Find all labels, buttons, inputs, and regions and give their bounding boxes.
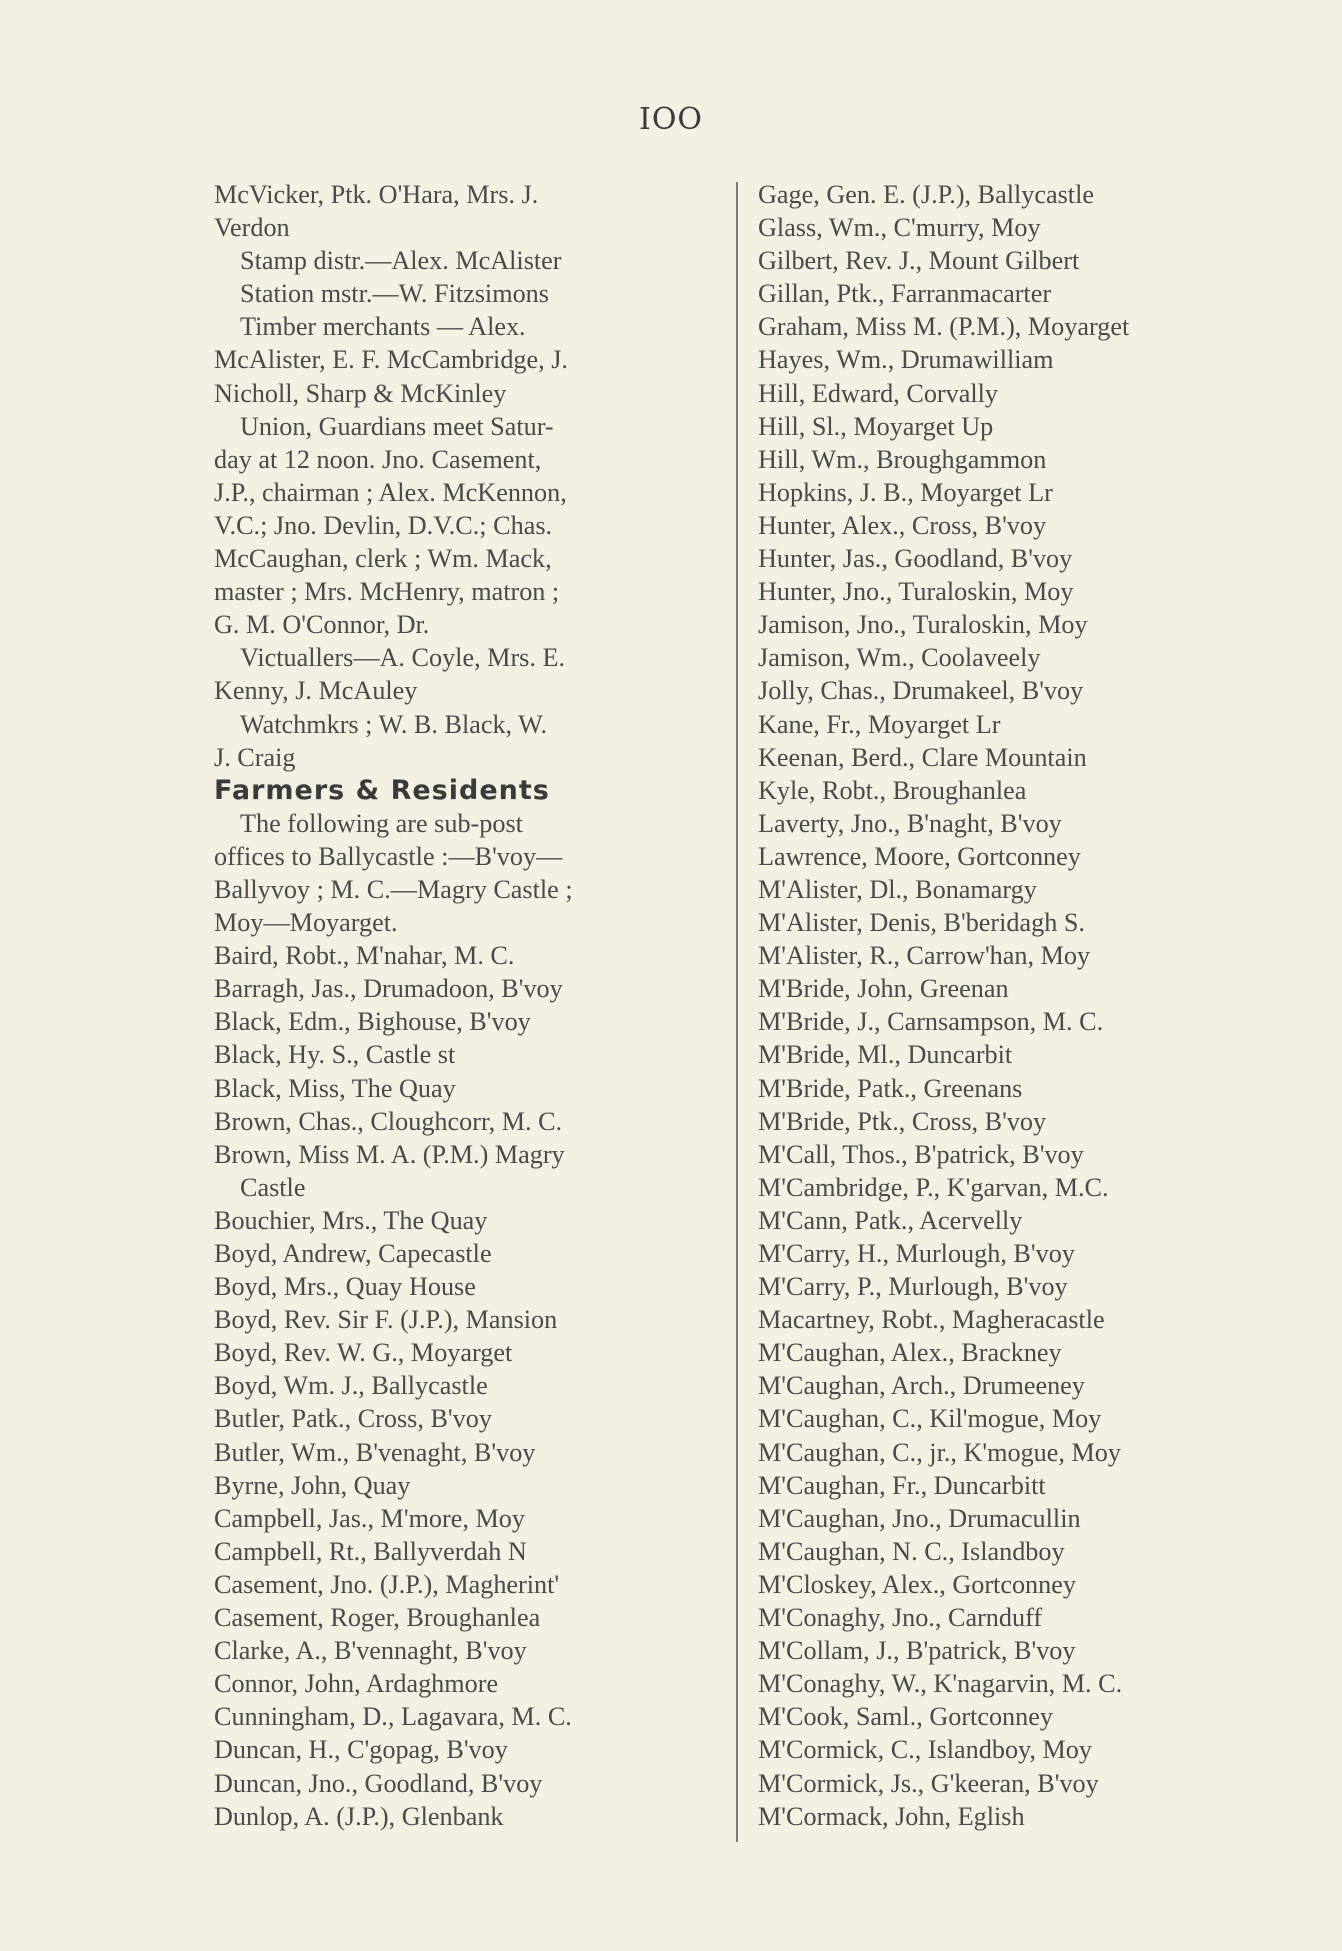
directory-entry: McAlister, E. F. McCambridge, J. (214, 345, 568, 375)
directory-entry: M'Cook, Saml., Gortconney (758, 1702, 1053, 1732)
directory-entry: Castle (240, 1172, 306, 1202)
directory-entry: Brown, Chas., Cloughcorr, M. C. (214, 1106, 563, 1136)
directory-entry: M'Bride, Patk., Greenans (758, 1073, 1023, 1103)
directory-entry: Hill, Edward, Corvally (758, 378, 999, 408)
directory-entry: Butler, Patk., Cross, B'voy (214, 1404, 492, 1434)
directory-entry: Moy—Moyarget. (214, 908, 398, 938)
directory-entry: J. Craig (214, 742, 296, 772)
directory-entry: M'Caughan, C., Kil'mogue, Moy (758, 1404, 1102, 1434)
directory-entry: M'Caughan, Alex., Brackney (758, 1338, 1062, 1368)
directory-entry: M'Bride, John, Greenan (758, 974, 1009, 1004)
directory-entry: Casement, Jno. (J.P.), Magherint' (214, 1569, 560, 1599)
directory-entry: Cunningham, D., Lagavara, M. C. (214, 1702, 572, 1732)
directory-entry: M'Closkey, Alex., Gortconney (758, 1569, 1076, 1599)
section-heading: Farmers & Residents (214, 774, 550, 806)
directory-entry: Boyd, Rev. W. G., Moyarget (214, 1338, 513, 1368)
directory-entry: Union, Guardians meet Satur- (240, 411, 554, 441)
directory-entry: Duncan, H., C'gopag, B'voy (214, 1735, 508, 1765)
directory-entry: M'Carry, P., Murlough, B'voy (758, 1272, 1068, 1302)
directory-entry: M'Call, Thos., B'patrick, B'voy (758, 1139, 1084, 1169)
directory-entry: Hopkins, J. B., Moyarget Lr (758, 477, 1053, 507)
directory-entry: Campbell, Jas., M'more, Moy (214, 1503, 525, 1533)
directory-entry: M'Collam, J., B'patrick, B'voy (758, 1636, 1076, 1666)
directory-entry: Verdon (214, 213, 290, 243)
directory-entry: master ; Mrs. McHenry, matron ; (214, 577, 560, 607)
directory-entry: Ballyvoy ; M. C.—Magry Castle ; (214, 874, 573, 904)
directory-entry: Victuallers—A. Coyle, Mrs. E. (240, 643, 565, 673)
directory-entry: Jamison, Wm., Coolaveely (758, 643, 1041, 673)
directory-entry: M'Cormick, Js., G'keeran, B'voy (758, 1768, 1099, 1798)
directory-entry: Byrne, John, Quay (214, 1470, 411, 1500)
directory-entry: M'Conaghy, Jno., Carnduff (758, 1603, 1043, 1633)
directory-entry: McCaughan, clerk ; Wm. Mack, (214, 544, 552, 574)
directory-entry: M'Bride, Ptk., Cross, B'voy (758, 1106, 1047, 1136)
left-column (214, 178, 724, 1833)
directory-entry: offices to Ballycastle :—B'voy— (214, 841, 563, 871)
directory-entry: Graham, Miss M. (P.M.), Moyarget (758, 312, 1130, 342)
directory-entry: M'Cambridge, P., K'garvan, M.C. (758, 1172, 1109, 1202)
directory-entry: Jolly, Chas., Drumakeel, B'voy (758, 676, 1084, 706)
directory-entry: Kyle, Robt., Broughanlea (758, 775, 1027, 805)
directory-entry: Bouchier, Mrs., The Quay (214, 1205, 488, 1235)
directory-entry: McVicker, Ptk. O'Hara, Mrs. J. (214, 180, 539, 209)
directory-entry: Hunter, Jno., Turaloskin, Moy (758, 577, 1074, 607)
directory-entry: M'Cann, Patk., Acervelly (758, 1205, 1023, 1235)
directory-entry: Barragh, Jas., Drumadoon, B'voy (214, 974, 563, 1004)
directory-entry: Nicholl, Sharp & McKinley (214, 378, 507, 408)
directory-entry: Gillan, Ptk., Farranmacarter (758, 279, 1052, 309)
directory-entry: Boyd, Mrs., Quay House (214, 1272, 476, 1302)
directory-entry: Hunter, Alex., Cross, B'voy (758, 510, 1047, 540)
directory-entry: Macartney, Robt., Magheracastle (758, 1305, 1105, 1335)
directory-entry: M'Caughan, C., jr., K'mogue, Moy (758, 1437, 1121, 1467)
directory-entry: M'Cormack, John, Eglish (758, 1801, 1025, 1831)
directory-entry: Boyd, Andrew, Capecastle (214, 1239, 492, 1268)
directory-entry: M'Bride, J., Carnsampson, M. C. (758, 1007, 1104, 1037)
directory-entry: M'Caughan, N. C., Islandboy (758, 1536, 1065, 1566)
page-number: IOO (638, 102, 704, 137)
directory-entry: Boyd, Rev. Sir F. (J.P.), Mansion (214, 1305, 558, 1335)
directory-entry: M'Caughan, Jno., Drumacullin (758, 1503, 1081, 1533)
directory-entry: Connor, John, Ardaghmore (214, 1669, 499, 1699)
directory-entry: Gage, Gen. E. (J.P.), Ballycastle (758, 180, 1094, 209)
directory-entry: G. M. O'Connor, Dr. (214, 610, 430, 640)
directory-entry: M'Carry, H., Murlough, B'voy (758, 1239, 1075, 1268)
directory-entry: Hayes, Wm., Drumawilliam (758, 345, 1054, 375)
directory-entry: Duncan, Jno., Goodland, B'voy (214, 1768, 543, 1798)
column-divider (736, 182, 738, 1842)
directory-entry: Laverty, Jno., B'naght, B'voy (758, 808, 1062, 838)
directory-entry: Glass, Wm., C'murry, Moy (758, 213, 1041, 243)
directory-entry: Black, Edm., Bighouse, B'voy (214, 1007, 531, 1037)
directory-entry: Brown, Miss M. A. (P.M.) Magry (214, 1139, 565, 1169)
directory-entry: Hunter, Jas., Goodland, B'voy (758, 544, 1073, 574)
directory-entry: M'Conaghy, W., K'nagarvin, M. C. (758, 1669, 1123, 1699)
directory-entry: M'Alister, Denis, B'beridagh S. (758, 908, 1085, 938)
directory-entry: M'Alister, Dl., Bonamargy (758, 874, 1037, 904)
directory-entry: Dunlop, A. (J.P.), Glenbank (214, 1801, 504, 1831)
directory-entry: M'Alister, R., Carrow'han, Moy (758, 941, 1091, 971)
directory-entry: Kane, Fr., Moyarget Lr (758, 709, 1001, 739)
directory-entry: M'Caughan, Fr., Duncarbitt (758, 1470, 1046, 1500)
directory-entry: M'Caughan, Arch., Drumeeney (758, 1371, 1085, 1401)
directory-entry: Jamison, Jno., Turaloskin, Moy (758, 610, 1088, 640)
directory-entry: Butler, Wm., B'venaght, B'voy (214, 1437, 536, 1467)
directory-entry: M'Bride, Ml., Duncarbit (758, 1040, 1013, 1070)
directory-entry: Station mstr.—W. Fitzsimons (240, 279, 549, 309)
directory-entry: Hill, Sl., Moyarget Up (758, 411, 994, 441)
right-column (758, 178, 1258, 1833)
directory-entry: Black, Hy. S., Castle st (214, 1040, 456, 1070)
directory-entry: Kenny, J. McAuley (214, 676, 418, 706)
directory-entry: J.P., chairman ; Alex. McKennon, (214, 477, 567, 507)
directory-entry: Hill, Wm., Broughgammon (758, 444, 1047, 474)
directory-entry: The following are sub-post (240, 808, 523, 838)
directory-entry: Keenan, Berd., Clare Mountain (758, 742, 1087, 772)
directory-entry: Lawrence, Moore, Gortconney (758, 841, 1081, 871)
directory-entry: Campbell, Rt., Ballyverdah N (214, 1536, 527, 1566)
directory-entry: Watchmkrs ; W. B. Black, W. (240, 709, 548, 739)
directory-entry: Clarke, A., B'vennaght, B'voy (214, 1636, 527, 1666)
directory-entry: V.C.; Jno. Devlin, D.V.C.; Chas. (214, 510, 553, 540)
directory-entry: Timber merchants — Alex. (240, 312, 526, 342)
directory-entry: Gilbert, Rev. J., Mount Gilbert (758, 246, 1080, 276)
directory-entry: Casement, Roger, Broughanlea (214, 1603, 541, 1633)
directory-entry: Baird, Robt., M'nahar, M. C. (214, 941, 515, 971)
directory-entry: Stamp distr.—Alex. McAlister (240, 246, 562, 276)
directory-entry: day at 12 noon. Jno. Casement, (214, 444, 542, 474)
directory-entry: Boyd, Wm. J., Ballycastle (214, 1371, 488, 1401)
directory-entry: M'Cormick, C., Islandboy, Moy (758, 1735, 1092, 1765)
directory-entry: Black, Miss, The Quay (214, 1073, 456, 1103)
